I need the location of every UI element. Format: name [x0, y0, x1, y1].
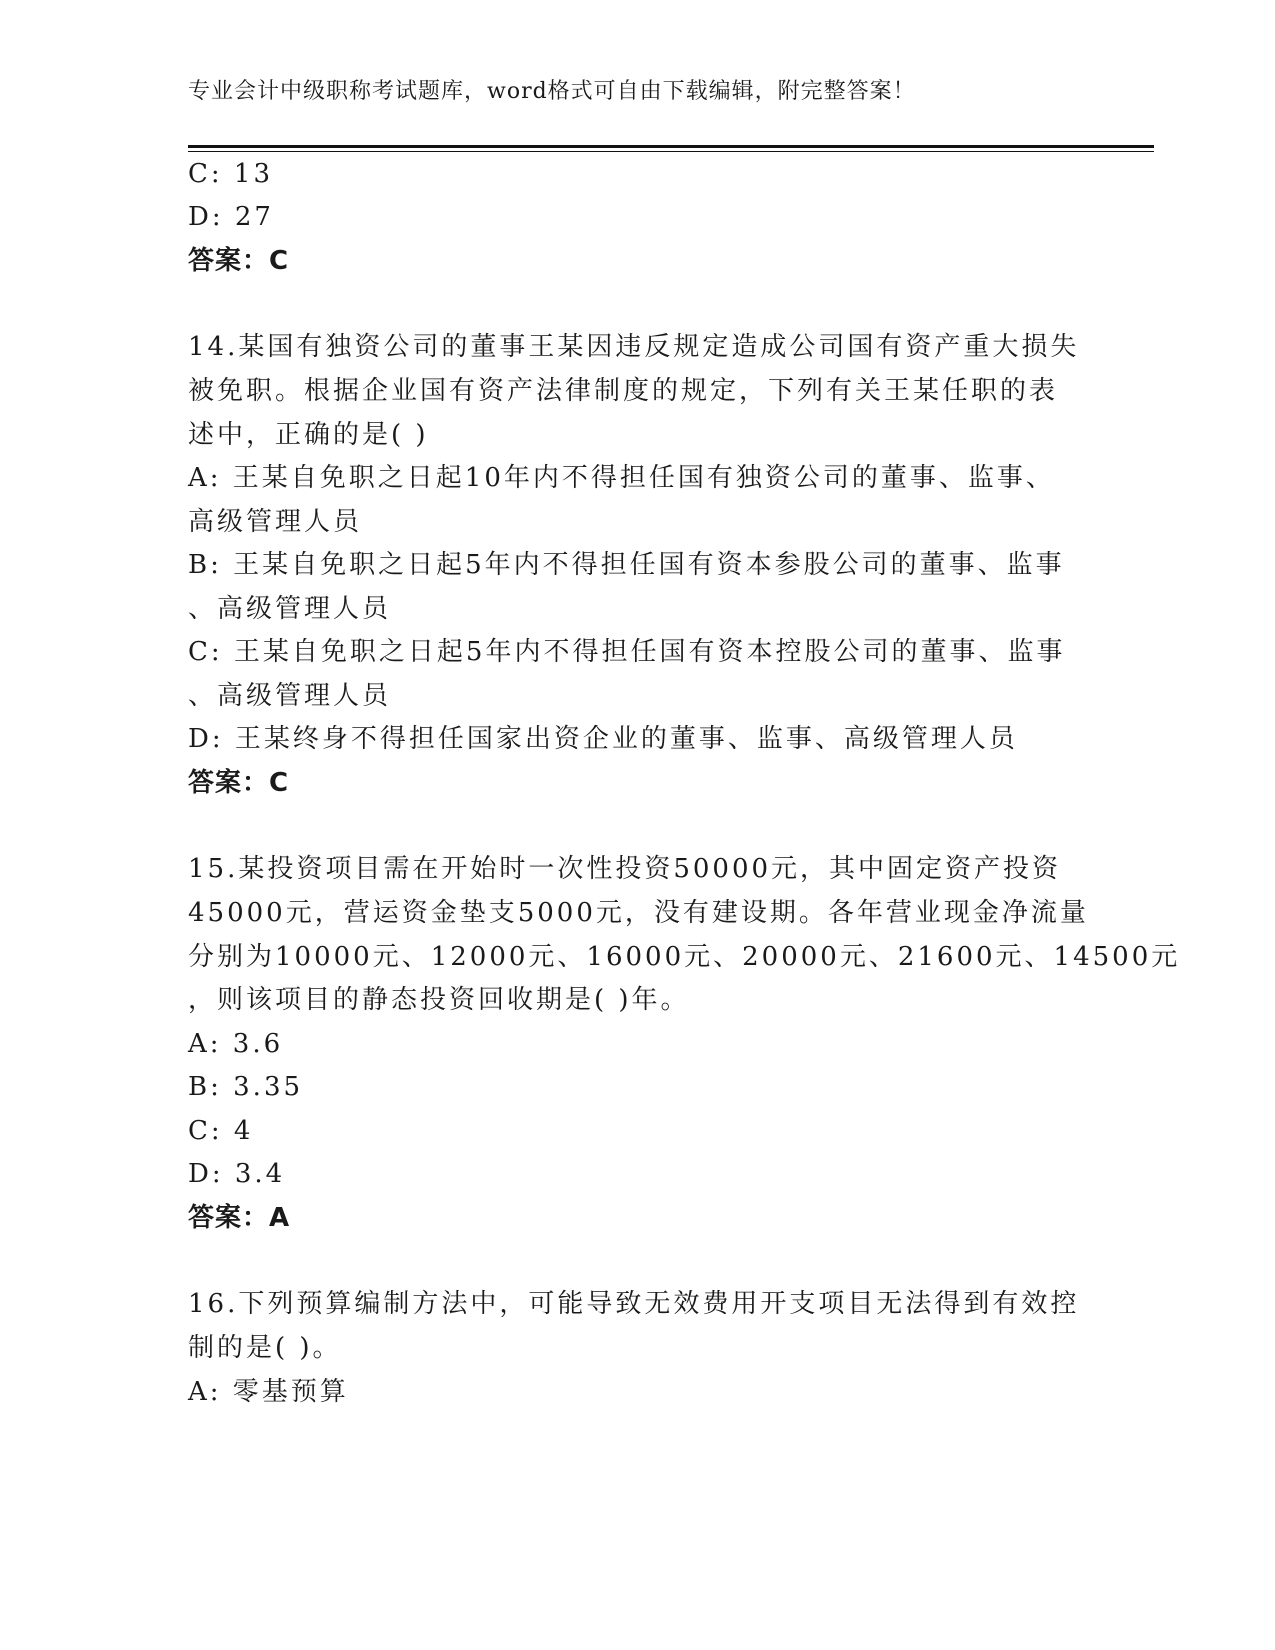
q14-option-b-line-1: B: 王某自免职之日起5年内不得担任国有资本参股公司的董事、监事 [188, 550, 1065, 580]
q14-option-a-line-1: A: 王某自免职之日起10年内不得担任国有独资公司的董事、监事、 [188, 463, 1055, 493]
q16-stem-line-2: 制的是( )。 [188, 1333, 342, 1363]
q13-option-d: D: 27 [188, 202, 274, 232]
q14-option-c-line-2: 、高级管理人员 [188, 681, 392, 711]
q14-answer: 答案：C [188, 768, 290, 798]
q16-stem-line-1: 16.下列预算编制方法中，可能导致无效费用开支项目无法得到有效控 [188, 1289, 1080, 1319]
q15-answer: 答案：A [188, 1203, 291, 1233]
page-header: 专业会计中级职称考试题库，word格式可自由下载编辑，附完整答案！ [188, 79, 916, 104]
q14-option-d: D: 王某终身不得担任国家出资企业的董事、监事、高级管理人员 [188, 724, 1018, 754]
q13-answer: 答案：C [188, 246, 290, 276]
q14-stem-line-2: 被免职。根据企业国有资产法律制度的规定，下列有关王某任职的表 [188, 376, 1059, 406]
q15-option-b: B: 3.35 [188, 1072, 304, 1102]
q15-stem-line-3: 分别为10000元、12000元、16000元、20000元、21600元、14500元 [188, 942, 1181, 972]
q15-option-a: A: 3.6 [188, 1029, 284, 1059]
q14-stem-line-1: 14.某国有独资公司的董事王某因违反规定造成公司国有资产重大损失 [188, 332, 1080, 362]
q15-stem-line-4: ，则该项目的静态投资回收期是( )年。 [188, 985, 690, 1015]
q15-stem-line-2: 45000元，营运资金垫支5000元，没有建设期。各年营业现金净流量 [188, 898, 1089, 928]
q16-option-a: A: 零基预算 [188, 1377, 349, 1407]
q14-option-b-line-2: 、高级管理人员 [188, 594, 392, 624]
header-rule-thick [188, 145, 1154, 148]
q14-option-a-line-2: 高级管理人员 [188, 507, 363, 537]
q15-option-d: D: 3.4 [188, 1159, 286, 1189]
header-rule-thin [188, 151, 1154, 152]
q13-option-c: C: 13 [188, 159, 274, 189]
q15-stem-line-1: 15.某投资项目需在开始时一次性投资50000元，其中固定资产投资 [188, 854, 1062, 884]
q15-option-c: C: 4 [188, 1116, 254, 1146]
q14-option-c-line-1: C: 王某自免职之日起5年内不得担任国有资本控股公司的董事、监事 [188, 637, 1066, 667]
q14-stem-line-3: 述中，正确的是( ) [188, 420, 429, 450]
